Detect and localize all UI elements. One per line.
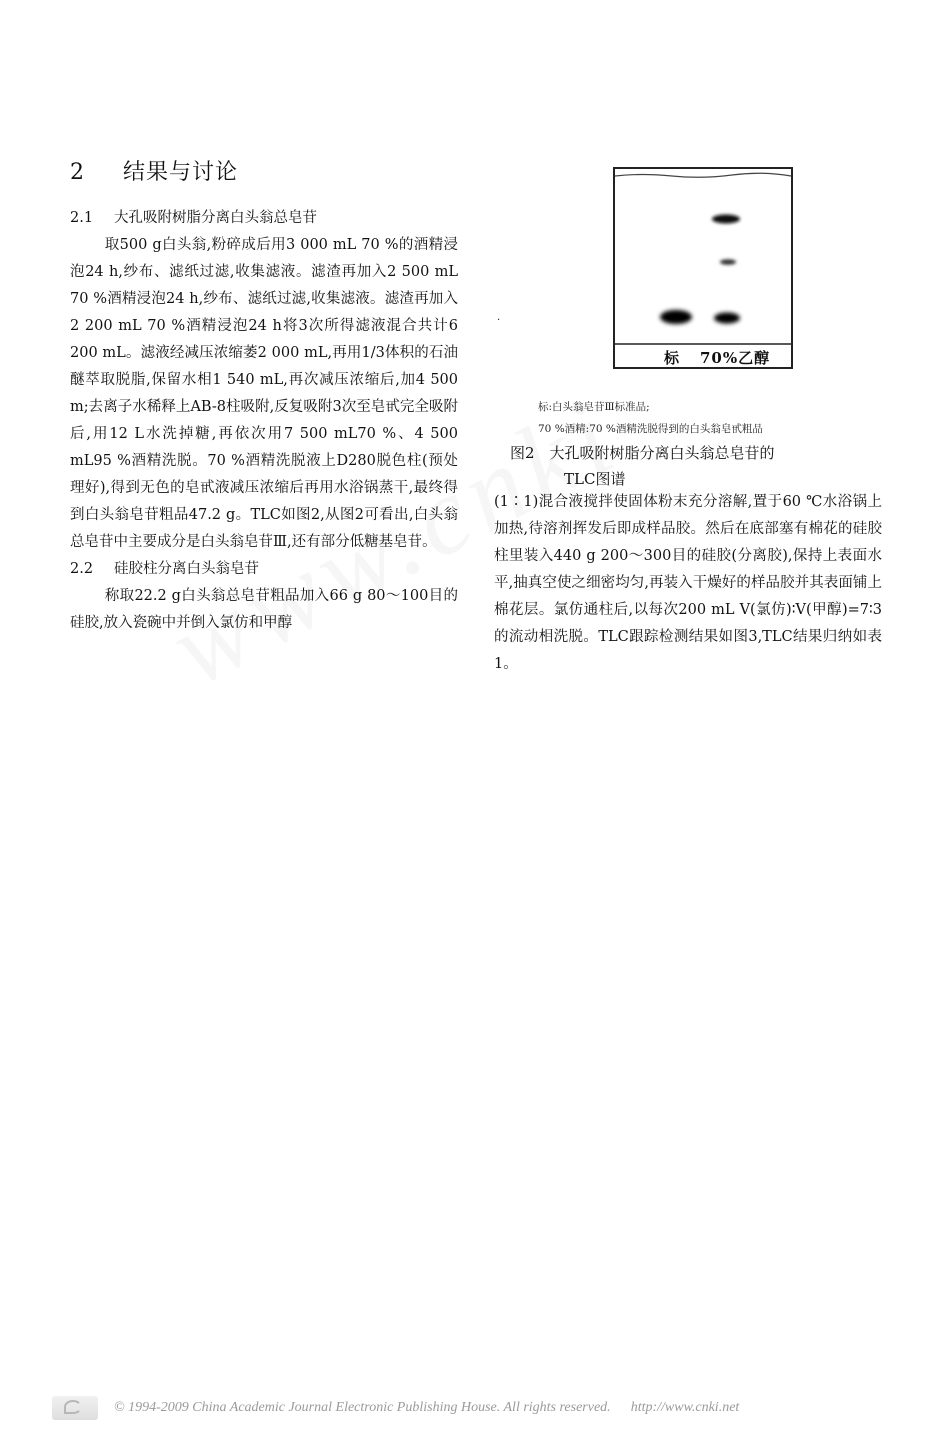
paragraph-2-2-start: 称取22.2 g白头翁总皂苷粗品加入66 g 80～100目的硅胶,放入瓷碗中并倒入氯仿和甲醇 [70,588,458,631]
figure-caption-line1: 图2 大孔吸附树脂分离白头翁总皂苷的 [510,444,775,462]
subsection-title: 硅胶柱分离白头翁皂苷 [114,561,259,577]
section-number: 2 [70,160,85,185]
lane-label-standard: 标 [664,349,682,367]
right-column [494,489,882,678]
left-column [70,205,458,637]
paragraph-2-1: 取500 g白头翁,粉碎成后用3 000 mL 70 %的酒精浸泡24 h,纱布、滤纸过滤,收集滤液。滤渣再加入2 500 mL 70 %酒精浸泡24 h,纱布、滤纸过滤,收集滤液。滤渣再加入2 200 mL 70 %酒精浸泡24 h将3次所得滤液混合共计6 200 mL。滤液经减压浓缩萎2 000 mL,再用1/3体积的石油醚萃取脱脂,保留水相1 540 mL,再次减压浓缩后,加4 500 m;去离子水稀释上AB-8柱吸附,反复吸附3次至皂甙完全吸附后,用12 L水洗掉糖,再依次用7 500 mL70 %、4 500 mL95 %酒精洗脱。70 %酒精洗脱液上D280脱色柱(预处理好),得到无色的皂甙液减压浓缩后再用水浴锅蒸干,最终得到白头翁皂苷粗品47.2 g。TLC如图2,从图2可看出,白头翁总皂苷中主要成分是白头翁皂苷Ⅲ,还有部分低糖基皂苷。 [70,237,458,550]
figure-note-1: 标:白头翁皂苷Ⅲ标准品; [538,401,650,413]
subsection-number: 2.2 [70,561,94,577]
logo-icon [64,1400,82,1414]
tlc-spot-sample [714,313,740,324]
section-title-text: 结果与讨论 [123,160,239,185]
tlc-spot-standard [660,310,692,324]
lane-label-ethanol: 70%乙醇 [700,349,771,367]
tlc-spot-middle [720,259,736,265]
figure-note-2: 70 %酒精:70 %酒精洗脱得到的白头翁皂甙粗品 [538,423,763,435]
paragraph-2-2-continued: (1∶1)混合液搅拌使固体粉末充分溶解,置于60 ℃水浴锅上加热,待溶剂挥发后即成样品胶。然后在底部塞有棉花的硅胶柱里装入440 g 200～300目的硅胶(分离胶),保持上表面水平,抽真空使之细密均匀,再装入干燥好的样品胶并其表面铺上棉花层。氯仿通柱后,以每次200 mL V(氯仿)∶V(甲醇)=7∶3的流动相洗脱。TLC跟踪检测结果如图3,TLC结果归纳如表1。 [494,494,882,672]
plate-border [614,168,792,368]
cnki-logo [52,1396,98,1420]
figure-caption [510,440,890,492]
copyright-text: © 1994-2009 China Academic Journal Electronic Publishing House. All rights reserved. [114,1400,611,1415]
footer [52,1393,912,1423]
tlc-plate-image [612,166,794,370]
subsection-title: 大孔吸附树脂分离白头翁总皂苷 [114,210,317,226]
section-title [70,155,238,186]
tlc-figure [612,166,794,370]
figure-notes [538,396,898,440]
subsection-heading-2-2 [70,556,458,583]
subsection-heading-2-1 [70,205,458,232]
footer-url[interactable]: http://www.cnki.net [630,1400,740,1415]
figure-caption-line2: TLC图谱 [564,470,626,488]
stray-mark: . [497,312,501,323]
tlc-spot-upper [712,215,740,224]
subsection-number: 2.1 [70,210,94,226]
